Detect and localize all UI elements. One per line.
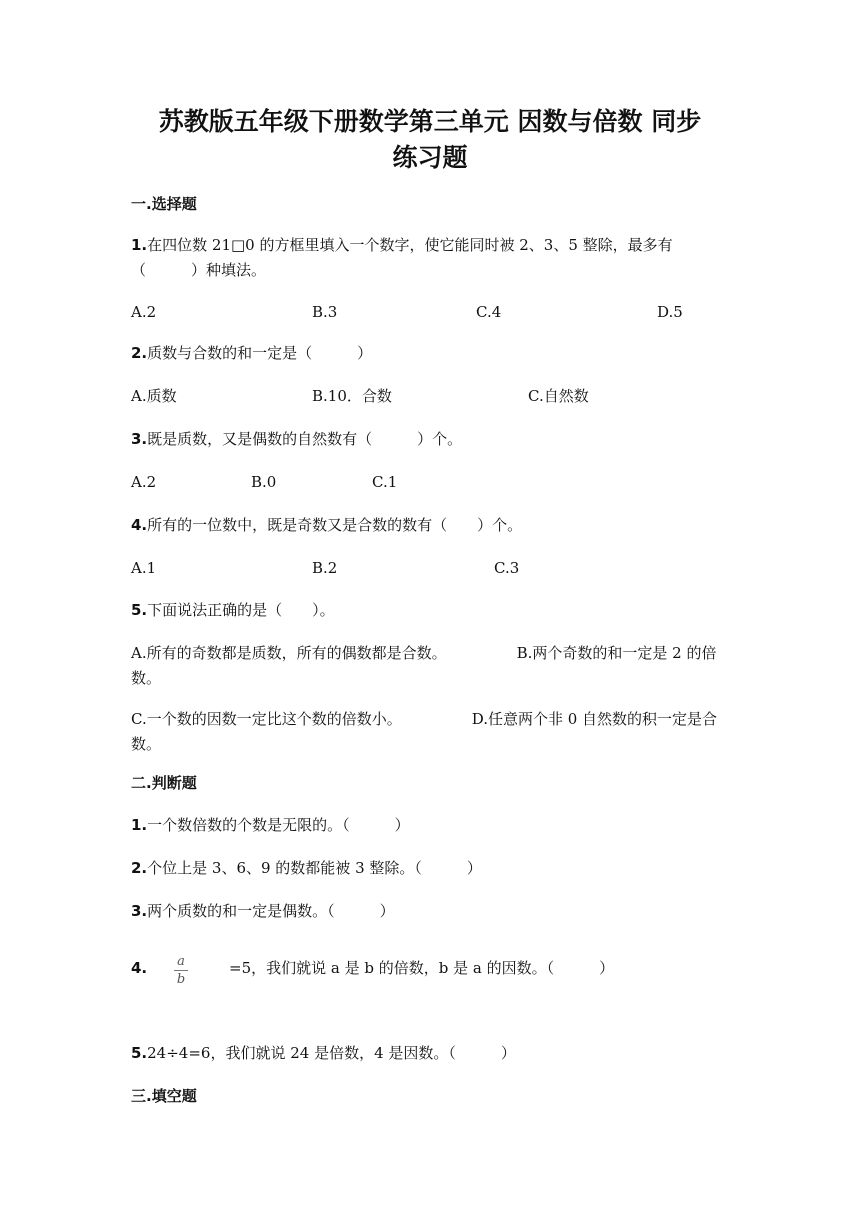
- option-c: C.一个数的因数一定比这个数的倍数小。: [131, 710, 402, 728]
- choice-question-2: [131, 341, 731, 366]
- question-text: 既是质数，又是偶数的自然数有（ ）个。: [147, 430, 463, 448]
- question-text: 两个质数的和一定是偶数。（ ）: [147, 902, 395, 920]
- option-c: C.自然数: [528, 387, 589, 405]
- question-number: 4.: [131, 516, 148, 534]
- section-heading-judge: 二.判断题: [131, 774, 197, 792]
- question-number: 3.: [131, 902, 148, 920]
- option-d: D.5: [657, 303, 683, 321]
- judge-question-4-text: =5，我们就说 a 是 b 的倍数，b 是 a 的因数。（ ）: [229, 959, 615, 977]
- fraction-denominator: b: [176, 972, 186, 987]
- question-number: 1.: [131, 236, 148, 254]
- judge-question-4-number: [131, 956, 171, 981]
- option-d: D.任意两个非 0 自然数的积一定是合数。: [131, 710, 718, 753]
- fraction-a-over-b: [174, 954, 188, 987]
- question-text: 下面说法正确的是（ ）。: [147, 601, 335, 619]
- choice-question-5: [131, 598, 731, 623]
- question-number: 2.: [131, 344, 148, 362]
- question-text: 质数与合数的和一定是（ ）: [147, 344, 373, 362]
- question-text: 所有的一位数中，既是奇数又是合数的数有（ ）个。: [147, 516, 523, 534]
- question-number: 5.: [131, 601, 148, 619]
- fraction-bar: [174, 970, 188, 971]
- question-number: 4.: [131, 959, 148, 977]
- question-number: 2.: [131, 859, 148, 877]
- judge-question-3: [131, 899, 731, 924]
- judge-question-5: [131, 1041, 731, 1066]
- question-text: 个位上是 3、6、9 的数都能被 3 整除。（ ）: [147, 859, 482, 877]
- option-a: A.1: [131, 559, 157, 577]
- options-cd: [131, 707, 731, 757]
- section-heading-fill: 三.填空题: [131, 1087, 197, 1105]
- question-number: 5.: [131, 1044, 148, 1062]
- judge-question-1: [131, 813, 731, 838]
- option-c: C.4: [476, 303, 502, 321]
- option-b: B.2: [312, 559, 338, 577]
- question-number: 3.: [131, 430, 148, 448]
- option-a: A.质数: [131, 387, 177, 405]
- options-ab: [131, 641, 731, 691]
- option-b: B.10．合数: [312, 387, 392, 405]
- option-b: B.3: [312, 303, 338, 321]
- option-a: A.2: [131, 303, 157, 321]
- section-heading-choice: 一.选择题: [131, 195, 197, 213]
- question-text: 24÷4=6，我们就说 24 是倍数，4 是因数。（ ）: [147, 1044, 516, 1062]
- option-a: A.2: [131, 473, 157, 491]
- question-number: 1.: [131, 816, 148, 834]
- choice-question-1: [131, 233, 731, 283]
- page-title-line2: 练习题: [392, 143, 468, 172]
- fraction-numerator: a: [177, 954, 185, 969]
- choice-question-4: [131, 513, 731, 538]
- question-text: 一个数倍数的个数是无限的。（ ）: [147, 816, 410, 834]
- option-c: C.1: [372, 473, 398, 491]
- choice-question-3: [131, 427, 731, 452]
- option-a: A.所有的奇数都是质数，所有的偶数都是合数。: [131, 644, 447, 662]
- judge-question-2: [131, 856, 731, 881]
- option-b: B.两个奇数的和一定是 2 的倍数。: [131, 644, 717, 687]
- question-text: 在四位数 21□0 的方框里填入一个数字，使它能同时被 2、3、5 整除，最多有（ ）种填法。: [131, 236, 673, 279]
- page-title-line1: 苏教版五年级下册数学第三单元 因数与倍数 同步: [158, 107, 702, 136]
- option-b: B.0: [251, 473, 277, 491]
- option-c: C.3: [494, 559, 520, 577]
